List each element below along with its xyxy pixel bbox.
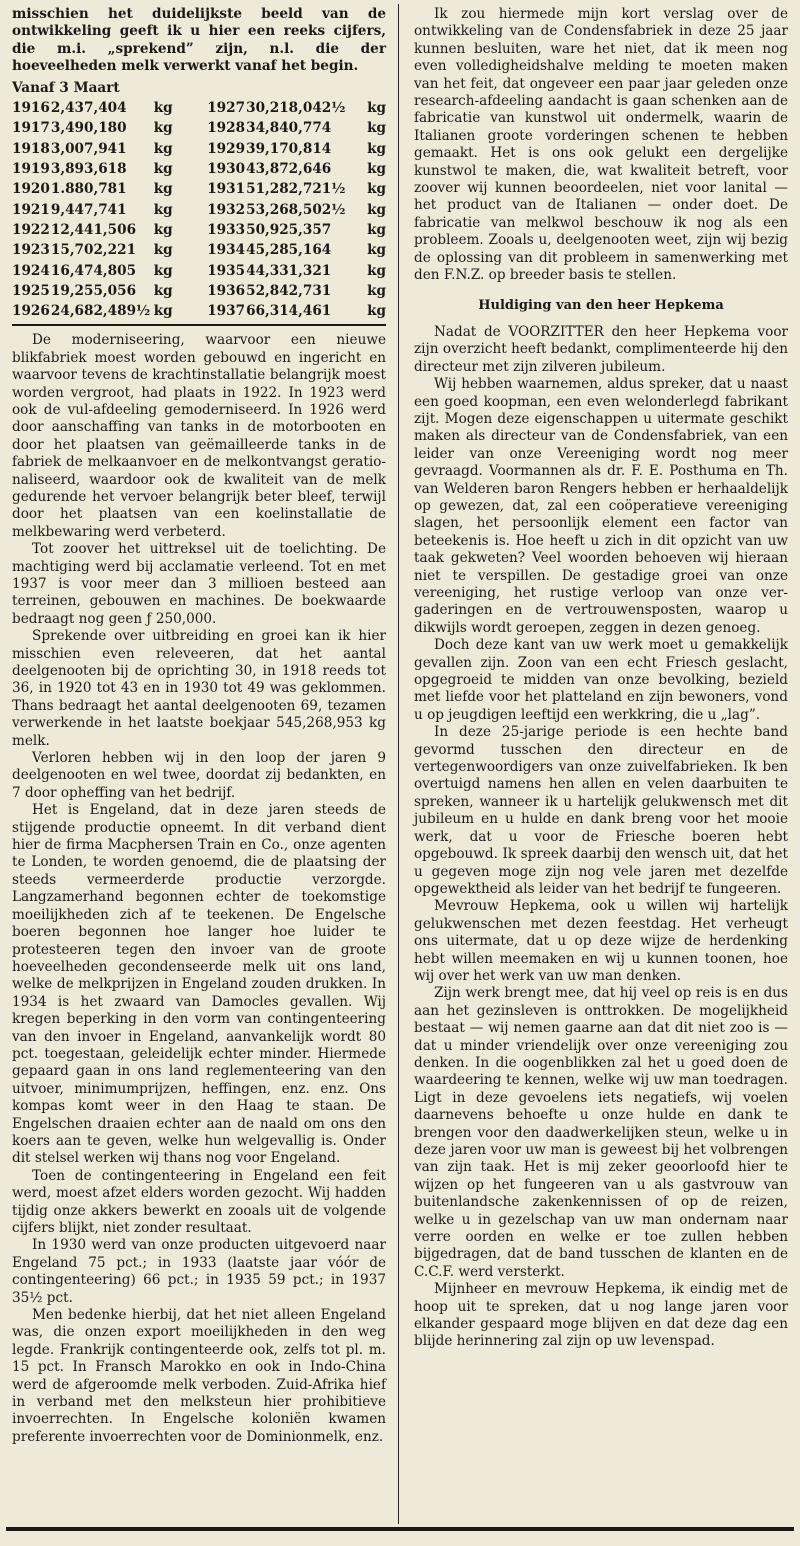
table-cell-q1: 19,255,056 bbox=[50, 282, 137, 299]
paragraph: Mijnheer en mevrouw Hepkema, ik eindig met de hoop uit te spreken, dat u nog lange jaren voor elkander gespaard moge blijven en dat deze dag een blijde herinnering zal zijn op uw levenspad. bbox=[414, 1281, 788, 1350]
section-heading: Huldiging van den heer Hepkema bbox=[478, 297, 724, 313]
table-cell-q2: 66,314,461 bbox=[246, 303, 332, 320]
table-cell-q1: 24,682,489½ bbox=[50, 303, 151, 320]
table-cell-u2: kg bbox=[367, 100, 386, 117]
table-cell-u2: kg bbox=[367, 282, 386, 299]
column-divider bbox=[398, 4, 399, 1524]
table-cell-u2: kg bbox=[367, 303, 386, 320]
table-cell-u1: kg bbox=[153, 181, 173, 198]
table-cell-u1: kg bbox=[153, 221, 173, 238]
table-cell-q1: 3,007,941 bbox=[50, 140, 127, 157]
paragraph: Verloren hebben wij in den loop der jaren 9 deelgenooten en wel twee, doordat zij bedankten, en 7 door opheffing van het bedrijf. bbox=[12, 750, 386, 801]
table-cell-u1: kg bbox=[153, 140, 173, 157]
table-row bbox=[12, 179, 386, 199]
table-cell-y2: 1929 bbox=[207, 140, 246, 157]
table-row bbox=[12, 98, 386, 118]
table-cell-q2: 34,840,774 bbox=[246, 120, 332, 137]
table-cell-q1: 12,441,506 bbox=[50, 221, 137, 238]
paragraph: Men bedenke hierbij, dat het niet alleen Engeland was, die onzen export moeilijkheden in den weg legde. Frankrijk contingenteerde ook, zelfs tot pl. m. 15 pct. In Fransch Marokko en ook in Indo-China werd de afgeroomde melk verboden. Zuid-Afrika hief in verband met den melksteun hier prohibitieve invoerrechten. In Engelsche koloniën kwamen preferente invoerrechten voor de Dominionmelk, enz. bbox=[12, 1307, 386, 1445]
table-cell-y1: 1923 bbox=[12, 242, 50, 259]
table-cell-y2: 1931 bbox=[207, 181, 246, 198]
table-cell-y1: 1925 bbox=[12, 282, 50, 299]
table-row bbox=[12, 281, 386, 301]
table-cell-q2: 30,218,042½ bbox=[246, 100, 346, 117]
table-cell-u1: kg bbox=[153, 242, 173, 259]
table-row bbox=[12, 260, 386, 280]
paragraph: In deze 25-jarige periode is een hechte band gevormd tusschen den directeur en de vertegenwoordigers van onze zuivelfabrieken. Ik ben overtuigd namens hen allen en velen daarbuiten te spreken, wanneer ik u hartelijk gelukwensch met dit jubileum en u hulde en dank breng voor het mooie werk, dat u voor de Friesche boeren hebt opgebouwd. Ik spreek daarbij den wensch uit, dat het u gegeven moge zijn nog vele jaren met dezelfde opgewektheid als leider van het bedrijf te fungeeren. bbox=[414, 724, 788, 897]
table-row bbox=[12, 139, 386, 159]
paragraph: Ik zou hiermede mijn kort verslag over de ontwikkeling van de Condensfabriek in deze 25 jaar kunnen besluiten, ware het niet, dat ik meen nog even volledigheidshalve melding te moeten maken van het feit, dat ongeveer een paar jaar geleden onze research-afdeeling aandacht is gaan schenken aan de fabricatie van kunstwol uit ondermelk, waarin de Italianen groote vorderingen schenen te hebben gemaakt. Het is ons ook gelukt een dergelijke kunstwol te maken, die, wat kwaliteit betreft, voor zoover wij kunnen beoordeelen, niet voor lanital — het product van de Italianen — onder doet. De fabricatie van melkwol beschouw ik nog als een probleem. Zooals u, deelgenooten weet, zijn wij bezig de oplossing van dit probleem in samenwerking met den F.N.Z. op breeder basis te stellen. bbox=[414, 6, 788, 284]
table-cell-y2: 1930 bbox=[207, 161, 246, 178]
paragraph: De moderniseering, waarvoor een nieuwe blikfabriek moest worden gebouwd en ingericht en waarvoor tevens de krachtinstallatie belangrijk moest worden vergroot, had plaats in 1922. In 1923 werd ook de vul-afdeeling gemoderniseerd. In 1926 werd door aanschaffing van tanks in de motorbooten en door het plaatsen van geëmailleerde tanks in de fabriek de melkaanvoer en de melkontvangst gerationaliseerd, waardoor ook de kwaliteit van de melk gedurende het vervoer belangrijk beter bleef, terwijl door het plaatsen van een koelinstallatie de melkbewaring werd verbeterd. bbox=[12, 332, 386, 540]
table-cell-u1: kg bbox=[153, 201, 173, 218]
right-column bbox=[414, 6, 788, 1351]
table-cell-q2: 43,872,646 bbox=[246, 161, 332, 178]
table-intro: misschien het duidelijkste beeld van de ontwikkeling geeft ik u hier een reeks cijfers, die m.i. „sprekend” zijn, n.l. die der hoeveelheden melk verwerkt vanaf het begin. bbox=[12, 6, 386, 75]
table-cell-q2: 51,282,721½ bbox=[246, 181, 346, 198]
table-cell-y1: 1916 bbox=[12, 100, 50, 117]
table-cell-q2: 50,925,357 bbox=[246, 221, 332, 238]
paragraph: Nadat de VOORZITTER den heer Hepkema voor zijn overzicht heeft bedankt, complimenteerde hij den directeur met zijn zilveren jubileum. bbox=[414, 323, 788, 375]
table-cell-q2: 39,170,814 bbox=[246, 140, 332, 157]
table-cell-q1: 2,437,404 bbox=[50, 100, 127, 117]
table-cell-y1: 1924 bbox=[12, 262, 50, 279]
paragraph: Tot zoover het uittreksel uit de toelichting. De machtiging werd bij acclamatie verleend. Tot en met 1937 is voor meer dan 3 millioen besteed aan terreinen, gebouwen en machines. De boekwaarde bedraagt nog geen ƒ 250,000. bbox=[12, 541, 386, 627]
table-cell-y2: 1927 bbox=[207, 100, 246, 117]
table-cell-y1: 1921 bbox=[12, 201, 50, 218]
table-cell-q1: 16,474,805 bbox=[50, 262, 137, 279]
table-cell-q2: 44,331,321 bbox=[246, 262, 332, 279]
paragraph: Doch deze kant van uw werk moet u gemakkelijk gevallen zijn. Zoon van een echt Friesch geslacht, opgegroeid te midden van onze bevolking, bezield met liefde voor het platteland en zijn bewoners, vond u op jeugdigen leeftijd een werkkring, die u „lag”. bbox=[414, 637, 788, 723]
table-title: Vanaf 3 Maart bbox=[12, 79, 120, 96]
table-cell-q2: 52,842,731 bbox=[246, 282, 332, 299]
table-cell-y2: 1937 bbox=[207, 303, 246, 320]
table-cell-y1: 1919 bbox=[12, 161, 50, 178]
table-cell-u2: kg bbox=[367, 181, 386, 198]
table-row bbox=[12, 118, 386, 138]
table-cell-u2: kg bbox=[367, 120, 386, 137]
table-cell-u2: kg bbox=[367, 161, 386, 178]
table-cell-u2: kg bbox=[367, 242, 386, 259]
table-cell-y2: 1932 bbox=[207, 201, 246, 218]
table-row bbox=[12, 220, 386, 240]
table-cell-u2: kg bbox=[367, 201, 386, 218]
table-cell-u1: kg bbox=[153, 282, 173, 299]
table-cell-u1: kg bbox=[153, 303, 173, 320]
table-row bbox=[12, 200, 386, 220]
table-cell-q2: 45,285,164 bbox=[246, 242, 332, 259]
table-row bbox=[12, 301, 386, 321]
table-cell-q1: 1.880,781 bbox=[50, 181, 127, 198]
table-cell-y1: 1922 bbox=[12, 221, 50, 238]
table-cell-u1: kg bbox=[153, 262, 173, 279]
paragraph: Toen de contingenteering in Engeland een feit werd, moest afzet elders worden gezocht. Wij hadden tijdig onze akkers bewerkt en zooals uit de volgende cijfers blijkt, niet zonder resultaat. bbox=[12, 1167, 386, 1237]
table-cell-u2: kg bbox=[367, 221, 386, 238]
table-row bbox=[12, 159, 386, 179]
table-cell-y2: 1934 bbox=[207, 242, 246, 259]
table-cell-u1: kg bbox=[153, 161, 173, 178]
table-cell-q1: 3,893,618 bbox=[50, 161, 127, 178]
paragraph: Zijn werk brengt mee, dat hij veel op reis is en dus aan het gezinsleven is onttrokken. De mogelijkheid bestaat — wij nemen gaarne aan dat dit niet zoo is — dat u minder vriendelijk over onze vereeniging zou denken. In die oogenblikken zal het u goed doen de waardeering te kennen, welke wij uw man toedragen. Ligt in deze gevoelens iets negatiefs, wij voelen daarnevens behoefte u onze hulde en dank te brengen voor den daadwerkelijken steun, welke u in deze jaren voor uw man is geweest bij het volbrengen van zijn taak. Het is mij zeker geoorloofd hier te wijzen op het fungeeren van u als gastvrouw van buitenlandsche zakenkennissen of op de reizen, welke u in gezelschap van uw man ondernam naar verre oorden en welke er toe zullen hebben bijgedragen, dat de band tusschen de klanten en de C.C.F. werd versterkt. bbox=[414, 985, 788, 1280]
table-cell-y2: 1935 bbox=[207, 262, 246, 279]
table-cell-u2: kg bbox=[367, 262, 386, 279]
table-cell-q1: 9,447,741 bbox=[50, 201, 127, 218]
paragraph: Het is Engeland, dat in deze jaren steeds de stijgende productie opneemt. In dit verband dient hier de firma Macphersen Train en Co., onze agenten te Londen, te worden genoemd, die de plaatsing der steeds vermeerderde productie verzorgde. Langzamerhand begonnen echter de toekomstige moeilijkheden zich af te teekenen. De Engelsche boeren begonnen hoe langer hoe luider te protesteeren tegen den invoer van de groote hoeveelheden gecondenseerde melk uit ons land, welke de melkprijzen in Engeland zouden drukken. In 1934 is het zwaard van Damocles gevallen. Wij kregen beperking in den vorm van contingenteering van den invoer in Engeland, aanvankelijk wordt 80 pct. toegestaan, geleidelijk echter minder. Hiermede gepaard gaan in ons land reglementeering van den uitvoer, minimumprijzen, heffingen, enz. enz. Ons kompas komt weer in den Haag te staan. De Engelschen draaien echter aan de naald om ons den koers aan te geven, welke hun welgevallig is. Onder dit stelsel werken wij thans nog voor Engeland. bbox=[12, 802, 386, 1167]
table-cell-u1: kg bbox=[153, 100, 173, 117]
milk-volume-table-body bbox=[12, 98, 386, 321]
table-cell-q1: 15,702,221 bbox=[50, 242, 137, 259]
table-cell-y2: 1936 bbox=[207, 282, 246, 299]
table-cell-y1: 1918 bbox=[12, 140, 50, 157]
bottom-rule bbox=[6, 1527, 794, 1531]
table-cell-q1: 3,490,180 bbox=[50, 120, 127, 137]
left-column bbox=[12, 6, 386, 1446]
table-cell-q2: 53,268,502½ bbox=[246, 201, 346, 218]
paragraph: Mevrouw Hepkema, ook u willen wij hartelijk gelukwenschen met dezen feestdag. Het verheugt ons uitermate, dat u op deze wijze de herdenking hebt willen meemaken en wij u kunnen toonen, hoe wij over het werk van uw man denken. bbox=[414, 898, 788, 984]
table-cell-y2: 1933 bbox=[207, 221, 246, 238]
table-row bbox=[12, 240, 386, 260]
paragraph: In 1930 werd van onze producten uitgevoerd naar Engeland 75 pct.; in 1933 (laatste jaar vóór de contingenteering) 66 pct.; in 1935 59 pct.; in 1937 35½ pct. bbox=[12, 1237, 386, 1306]
milk-volume-table bbox=[12, 98, 386, 321]
table-cell-u1: kg bbox=[153, 120, 173, 137]
paragraph: Wij hebben waarnemen, aldus spreker, dat u naast een goed koopman, een even welonderlegd fabrikant zijt. Mogen deze eigenschappen u uitermate geschikt maken als directeur van de Condensfabriek, van een leider van onze Vereeniging wordt nog meer gevraagd. Voormannen als dr. F. E. Posthuma en Th. van Welderen baron Rengers hebben er herhaaldelijk op gewezen, dat, zal een coöperatieve vereeniging slagen, het persoonlijk element een factor van beteekenis is. Hoe heeft u zich in dit opzicht van uw taak gekweten? Veel woorden behoeven wij hieraan niet te verspillen. De gestadige groei van onze vereeniging, het rustige verloop van onze vergaderingen en de vertrouwensposten, waarop u dikwijls wordt geroepen, zeggen in dezen genoeg. bbox=[414, 376, 788, 636]
table-cell-y1: 1926 bbox=[12, 303, 50, 320]
table-cell-y1: 1917 bbox=[12, 120, 50, 137]
table-cell-y2: 1928 bbox=[207, 120, 246, 137]
table-cell-u2: kg bbox=[367, 140, 386, 157]
table-cell-y1: 1920 bbox=[12, 181, 50, 198]
paragraph: Sprekende over uitbreiding en groei kan ik hier misschien even releveeren, dat het aantal deelgenooten bij de oprichting 30, in 1918 reeds tot 36, in 1920 tot 43 en in 1930 tot 49 was geklommen. Thans bedraagt het aantal deelgenooten 69, tezamen verwerkende in het laatste boekjaar 545,268,953 kg melk. bbox=[12, 628, 386, 749]
